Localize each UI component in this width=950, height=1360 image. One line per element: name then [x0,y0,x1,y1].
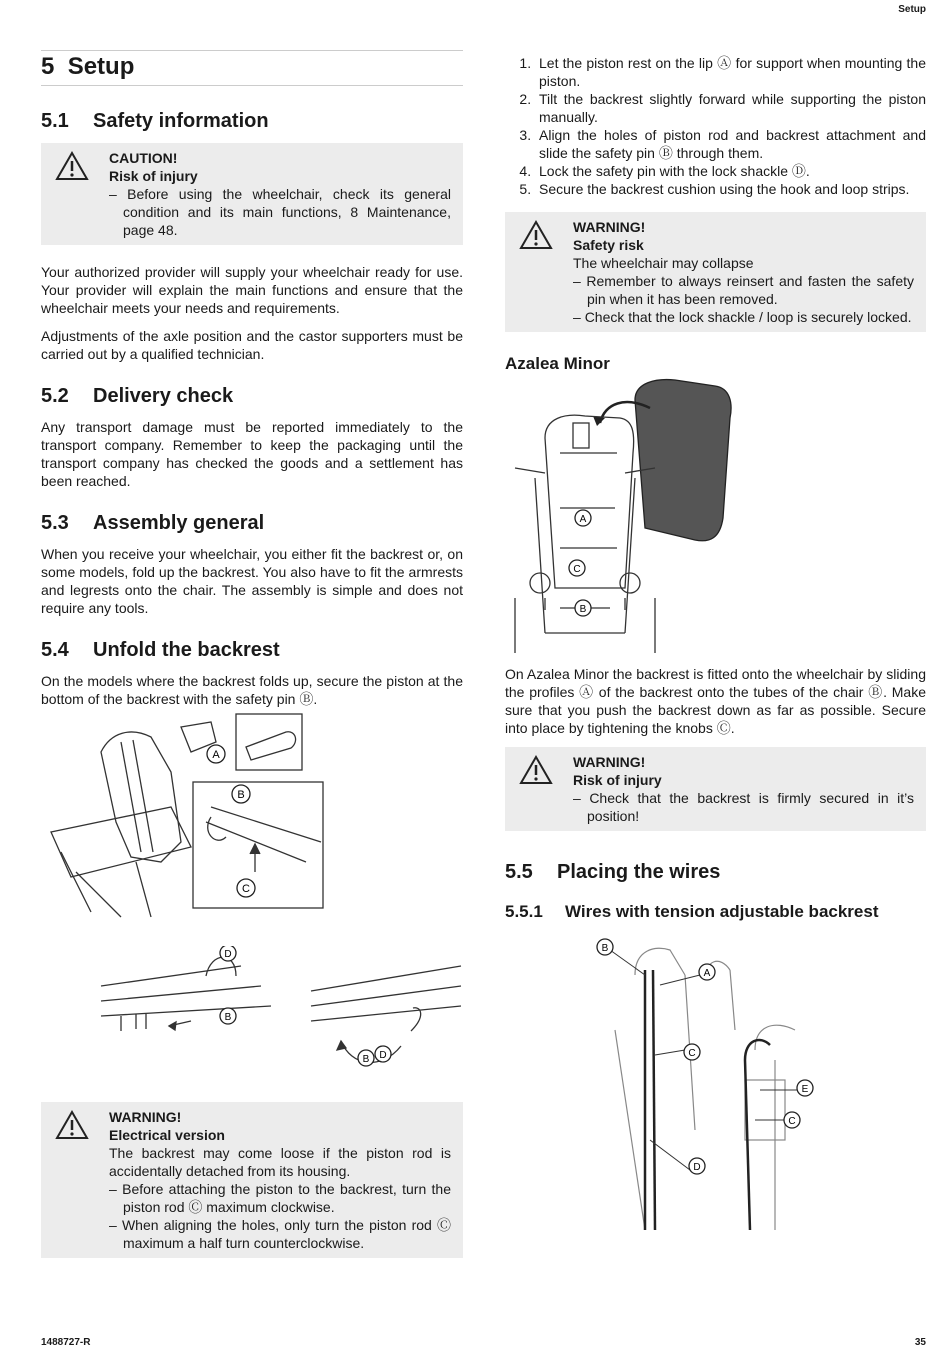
step-item: 3. Align the holes of piston rod and backrest attachment and slide the safety pin Ⓑ through them. [535,126,926,162]
callout-d: D [693,1162,701,1173]
warning-triangle-icon [55,1110,89,1140]
azalea-minor-backrest-illustration [505,378,926,653]
azalea-minor-heading: Azalea Minor [505,354,610,373]
section-title: Safety information [93,110,269,132]
section-5-2-heading [41,385,463,408]
running-header: Setup [898,4,926,15]
section-title: Placing the wires [557,861,721,883]
step-item: 4. Lock the safety pin with the lock shackle Ⓓ. [535,162,926,180]
warning-item: – Check that the backrest is firmly secured in it’s position! [573,789,914,825]
paragraph: Your authorized provider will supply your wheelchair ready for use. Your provider will explain the main functions and ensure that the wheelchair meets your needs and requirements. [41,264,463,316]
step-item: 5. Secure the backrest cushion using the hook and loop strips. [535,180,926,198]
callout-b: B [579,604,587,615]
warning-body: The backrest may come loose if the piston rod is accidentally detached from its housing. [109,1145,451,1179]
section-number: 5.1 [41,110,69,132]
chapter-title [41,50,463,86]
warning-triangle-icon [519,220,553,250]
callout-b: B [237,789,245,801]
warning-item: – Check that the lock shackle / loop is securely locked. [573,308,914,326]
warning-label: WARNING! [109,1109,182,1125]
chapter-title-text: Setup [67,53,135,80]
callout-b: B [362,1054,370,1065]
warning-label: WARNING! [573,219,646,235]
warning-injury-box [505,747,926,831]
warning-subtitle: Electrical version [109,1127,225,1143]
callout-b: B [601,943,609,954]
warning-item: – Before attaching the piston to the backrest, turn the piston rod Ⓒ maximum clockwise. [109,1180,451,1216]
chapter-number: 5 [41,53,55,80]
callout-d: D [224,949,232,960]
warning-electrical-box [41,1102,463,1258]
warning-triangle-icon [55,151,89,181]
warning-list [573,272,914,326]
page-number: 35 [914,1337,926,1348]
warning-item: – Remember to always reinsert and fasten the safety pin when it has been removed. [573,272,914,308]
paragraph: Adjustments of the axle position and the castor supporters must be carried out by a qualified technician. [41,328,463,362]
backrest-piston-illustration [41,712,463,922]
section-5-5-1-heading [505,902,926,922]
caution-box [41,143,463,245]
doc-number: 1488727-R [41,1337,91,1348]
section-title: Wires with tension adjustable backrest [565,902,879,921]
section-number: 5.5.1 [505,902,543,921]
section-number: 5.3 [41,512,69,534]
caution-label: CAUTION! [109,150,178,166]
section-number: 5.5 [505,861,533,883]
steps-list [505,54,926,198]
warning-label: WARNING! [573,754,646,770]
warning-list [573,789,914,825]
wires-tension-backrest-illustration [505,930,926,1230]
callout-c: C [688,1048,696,1059]
lock-shackle-illustration [41,946,463,1086]
callout-c: C [242,883,250,895]
callout-b: B [224,1012,232,1023]
caution-list [109,185,451,239]
callout-a: A [703,968,711,979]
left-column [41,50,463,1258]
paragraph: When you receive your wheelchair, you either fit the backrest or, on some models, fold up the backrest. You also have to fit the armrests and legrests onto the chair. The assembly is simple and does not require any tools. [41,546,463,616]
callout-c: C [573,564,581,575]
right-column [505,54,926,1230]
section-title: Unfold the backrest [93,639,280,661]
section-5-5-heading [505,861,926,884]
callout-d: D [379,1050,387,1061]
section-number: 5.2 [41,385,69,407]
callout-e: E [801,1084,809,1095]
warning-body: The wheelchair may collapse [573,255,754,271]
paragraph: Any transport damage must be reported immediately to the transport company. Remember to keep the packaging until the transport company has checked the goods and a settlement has been reached. [41,419,463,489]
step-item: 1. Let the piston rest on the lip Ⓐ for support when mounting the piston. [535,54,926,90]
warning-list [109,1180,451,1252]
warning-item: – When aligning the holes, only turn the piston rod Ⓒ maximum a half turn counterclockwise. [109,1216,451,1252]
warning-safety-box [505,212,926,332]
section-5-1-heading [41,110,463,133]
caution-item: – Before using the wheelchair, check its general condition and its main functions, 8 Maintenance, page 48. [109,185,451,239]
warning-subtitle: Safety risk [573,237,644,253]
warning-triangle-icon [519,755,553,785]
callout-a: A [579,514,587,525]
step-item: 2. Tilt the backrest slightly forward while supporting the piston manually. [535,90,926,126]
callout-c: C [788,1116,796,1127]
section-title: Assembly general [93,512,265,534]
section-title: Delivery check [93,385,234,407]
section-number: 5.4 [41,639,69,661]
paragraph: On Azalea Minor the backrest is fitted onto the wheelchair by sliding the profiles Ⓐ of the backrest onto the tubes of the chair Ⓑ. Make sure that you push the backrest down as far as possible. Secure into place by tightening the knobs Ⓒ. [505,666,926,736]
paragraph: On the models where the backrest folds up, secure the piston at the bottom of the backrest with the safety pin Ⓑ. [41,673,463,707]
caution-subtitle: Risk of injury [109,168,198,184]
section-5-4-heading [41,639,463,662]
warning-subtitle: Risk of injury [573,772,662,788]
section-5-3-heading [41,512,463,535]
callout-a: A [212,749,220,761]
